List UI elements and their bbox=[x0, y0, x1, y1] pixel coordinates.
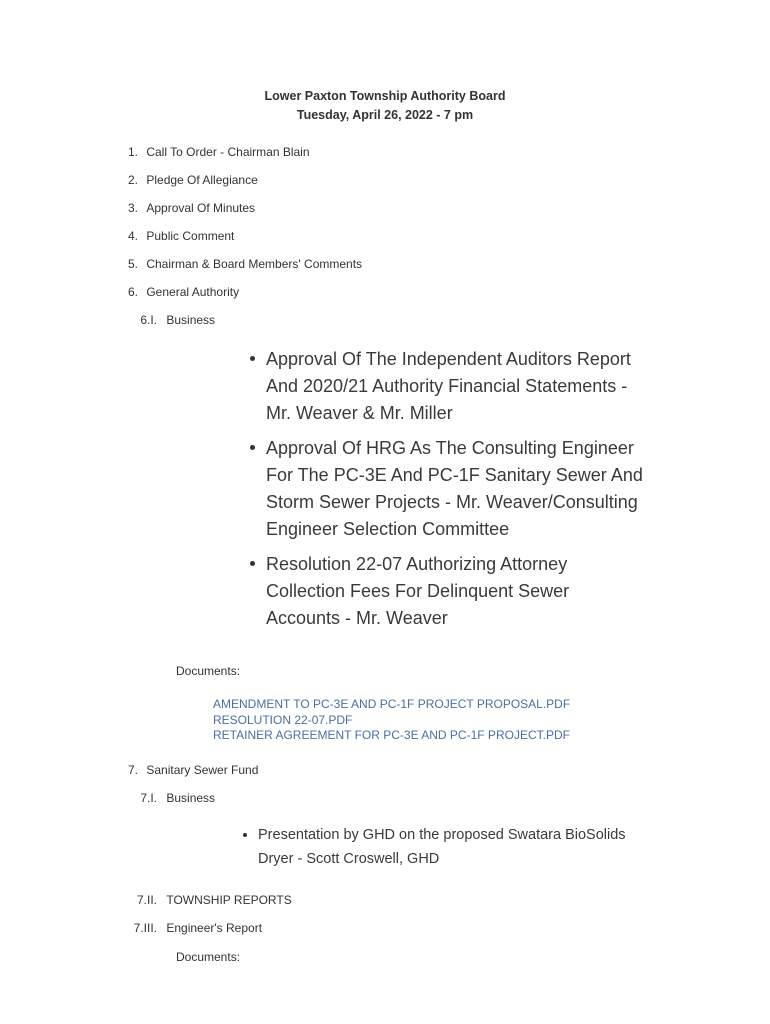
page-title: Lower Paxton Township Authority Board bbox=[264, 89, 506, 103]
document-link[interactable]: RESOLUTION 22-07.PDF bbox=[213, 713, 353, 727]
agenda-subitem-number: 7.II. bbox=[136, 893, 157, 907]
documents-label: Documents: bbox=[176, 950, 241, 964]
bullet-item bbox=[250, 551, 650, 632]
agenda-subitem-label: Business bbox=[166, 313, 216, 327]
bullet-dot-icon bbox=[250, 445, 255, 450]
agenda-item bbox=[116, 173, 258, 187]
meeting-date: Tuesday, April 26, 2022 - 7 pm bbox=[296, 108, 474, 122]
agenda-item bbox=[116, 763, 258, 777]
agenda-item-number: 1. bbox=[127, 145, 138, 159]
agenda-item bbox=[116, 229, 234, 243]
documents-label: Documents: bbox=[176, 664, 241, 678]
bullet-dot-icon bbox=[243, 833, 247, 837]
bullet-text: Resolution 22-07 Authorizing Attorney Collection Fees For Delinquent Sewer Accounts - Mr. Weaver bbox=[266, 554, 570, 628]
agenda-subitem-label: Engineer's Report bbox=[166, 921, 263, 935]
bullet-text: Approval Of HRG As The Consulting Engineer For The PC-3E And PC-1F Sanitary Sewer And Storm Sewer Projects - Mr. Weaver/Consulting Engineer Selection Committee bbox=[266, 438, 643, 539]
agenda-item bbox=[116, 285, 239, 299]
bullet-item bbox=[243, 823, 663, 871]
bullet-item bbox=[250, 346, 650, 427]
agenda-item-number: 6. bbox=[127, 285, 138, 299]
agenda-item-label: Pledge Of Allegiance bbox=[146, 173, 258, 187]
agenda-item-label: Call To Order - Chairman Blain bbox=[146, 145, 310, 159]
agenda-item-number: 2. bbox=[127, 173, 138, 187]
agenda-subitem-number: 7.I. bbox=[140, 791, 157, 805]
agenda-item bbox=[116, 145, 310, 159]
document-link[interactable]: AMENDMENT TO PC-3E AND PC-1F PROJECT PROPOSAL.PDF bbox=[213, 697, 571, 711]
agenda-item-number: 3. bbox=[127, 201, 138, 215]
agenda-item-number: 5. bbox=[127, 257, 138, 271]
agenda-subitem bbox=[120, 921, 262, 935]
agenda-subitem bbox=[120, 893, 292, 907]
agenda-subitem-number: 6.I. bbox=[140, 313, 157, 327]
bullet-text: Approval Of The Independent Auditors Report And 2020/21 Authority Financial Statements - Mr. Weaver & Mr. Miller bbox=[266, 349, 631, 423]
agenda-subitem-label: Business bbox=[166, 791, 216, 805]
agenda-item bbox=[116, 201, 255, 215]
agenda-item bbox=[116, 257, 362, 271]
agenda-subitem bbox=[120, 791, 215, 805]
agenda-subitem-label: TOWNSHIP REPORTS bbox=[166, 893, 292, 907]
agenda-subitem bbox=[120, 313, 215, 327]
document-link[interactable]: RETAINER AGREEMENT FOR PC-3E AND PC-1F PROJECT.PDF bbox=[213, 728, 570, 742]
agenda-item-label: General Authority bbox=[146, 285, 240, 299]
agenda-item-number: 4. bbox=[127, 229, 138, 243]
bullet-dot-icon bbox=[250, 356, 255, 361]
bullet-item bbox=[250, 435, 650, 543]
agenda-item-number: 7. bbox=[127, 763, 138, 777]
agenda-item-label: Public Comment bbox=[146, 229, 235, 243]
agenda-subitem-number: 7.III. bbox=[133, 921, 157, 935]
agenda-item-label: Sanitary Sewer Fund bbox=[146, 763, 259, 777]
bullet-dot-icon bbox=[250, 561, 255, 566]
agenda-item-label: Chairman & Board Members' Comments bbox=[146, 257, 363, 271]
agenda-item-label: Approval Of Minutes bbox=[146, 201, 256, 215]
bullet-text: Presentation by GHD on the proposed Swatara BioSolids Dryer - Scott Croswell, GHD bbox=[258, 827, 626, 867]
